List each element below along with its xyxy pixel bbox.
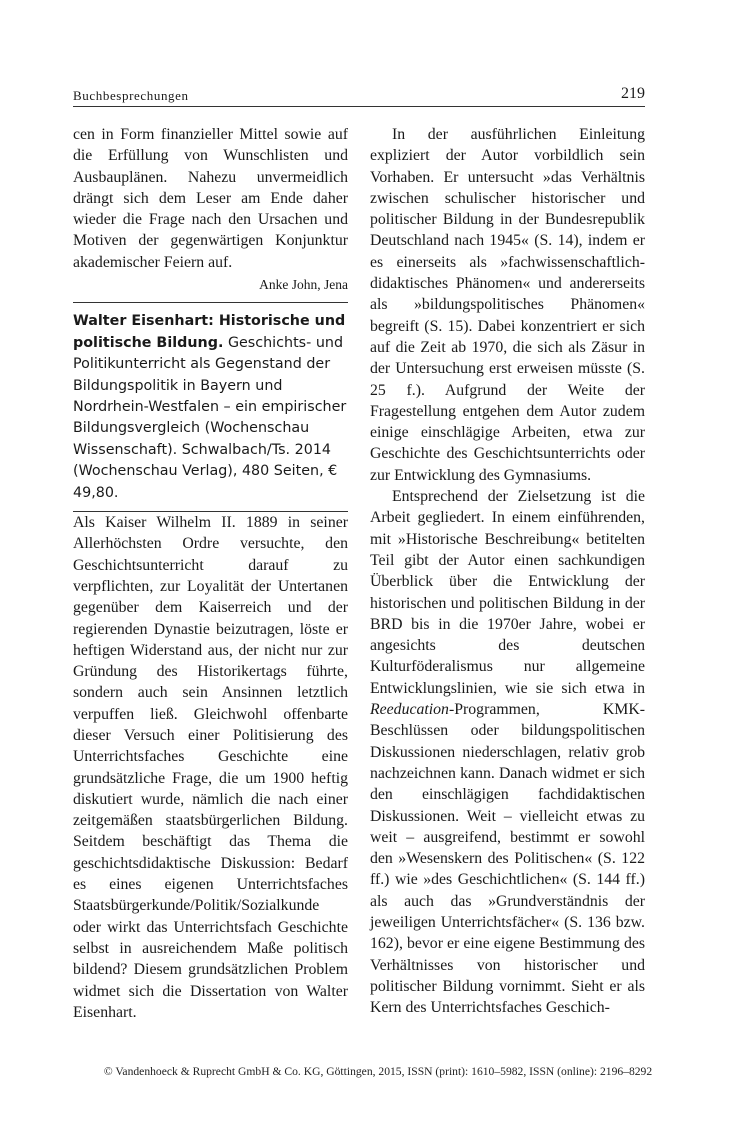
divider-top: [73, 302, 348, 303]
previous-review-ending: cen in Form finanzieller Mittel sowie auf die Erfüllung von Wunschlisten und Ausbauplänen. Nahezu unvermeidlich drängt sich dem Leser am Ende daher wieder die Frage nach den Ursachen und Motiven der gegenwärtigen Konjunktur akademischer Feiern auf.: [73, 126, 348, 271]
right-column: [370, 124, 645, 1018]
review-heading: [73, 311, 348, 504]
page-number: 219: [621, 85, 645, 102]
paragraph-introduction: In der ausführlichen Einleitung expliziert der Autor vorbildlich sein Vorhaben. Er untersucht »das Verhältnis zwischen schulischer historischer und politischer Bildung in der Bundesrepublik Deutschland nach 1945« (S. 14), indem er es einerseits als »fachwissenschaftlich-didaktisches Phänomen« und andererseits als »bildungspolitisches Phänomen« begreift (S. 15). Dabei konzentriert er sich auf die Zeit ab 1970, die sich als Zäsur in der Untersuchung erst erweisen müsste (S. 25 f.). Aufgrund der Weite der Fragestellung entgehen dem Autor zudem einige einschlägige Arbeiten, etwa zur Geschichte des Geschichtsunterrichts oder zur Entwicklung des Gymnasiums.: [370, 126, 645, 484]
paragraph-structure: [370, 486, 645, 1018]
paragraph-structure-rest: -Programmen, KMK-Beschlüssen oder bildungspolitischen Diskussionen niederschlagen, relativ grob nachzeichnen kann. Danach widmet er sich den einschlägigen fachdidaktischen Diskussionen. Weit – vielleicht etwas zu weit – ausgreifend, bestimmt er sowohl den »Wesenskern des Politischen« (S. 122 ff.) wie »des Geschichtlichen« (S. 144 ff.) als auch das »Grundverständnis der jeweiligen Unterrichtsfächer« (S. 136 bzw. 162), bevor er eine eigene Bestimmung des Verhältnisses von historischer und politischer Bildung vornimmt. Sieht er als Kern des Unterrichtsfaches Geschich-: [370, 701, 645, 1017]
review-book-details: Geschichts- und Politikunterricht als Gegenstand der Bildungspolitik in Bayern und Nordrhein-Westfalen – ein empirischer Bildungsvergleich (Wochenschau Wissenschaft). Schwalbach/Ts. 2014 (Wochenschau Verlag), 480 Seiten, € 49,80.: [73, 334, 347, 501]
left-column: [73, 124, 348, 1023]
review-book-title: Walter Eisenhart: Historische und politische Bildung.: [73, 313, 346, 351]
review-paragraph: Als Kaiser Wilhelm II. 1889 in seiner Allerhöchsten Ordre versuchte, den Geschichtsunterricht darauf zu verpflichten, zur Loyalität der Untertanen gegenüber dem Kaiserreich und der regierenden Dynastie beizutragen, löste er heftigen Widerstand aus, der nicht nur zur Gründung des Historikertags führte, sondern auch sein Ansinnen letztlich verpuffen ließ. Gleichwohl offenbarte dieser Versuch einer Politisierung des Unterrichtsfaches Geschichte eine grundsätzliche Frage, die um 1900 heftig diskutiert wurde, nämlich die nach einer zeitgemäßen staatsbürgerlichen Bildung. Seitdem beschäftigt das Thema die geschichtsdidaktische Diskussion: Bedarf es eines eigenen Unterrichtsfaches Staatsbürgerkunde/Politik/Sozialkunde oder wirkt das Unterrichtsfach Geschichte selbst in ausreichendem Maße politisch bildend? Diesem grundsätzlichen Problem widmet sich die Dissertation von Walter Eisenhart.: [73, 514, 348, 1021]
italic-term: Reeducation: [370, 701, 449, 719]
reviewer-signature: Anke John, Jena: [259, 277, 348, 293]
paragraph-structure-start: Entsprechend der Zielsetzung ist die Arbeit gegliedert. In einem einführenden, mit »Historische Beschreibung« betitelten Teil gibt der Autor einen sachkundigen Überblick über die Entwicklung der historischen und politischen Bildung in der BRD bis in die 1970er Jahre, wobei er angesichts des deutschen Kulturföderalismus nur allgemeine Entwicklungslinien, wie sie sich etwa in: [370, 488, 645, 697]
running-head: [73, 86, 645, 107]
section-title: Buchbesprechungen: [73, 88, 189, 103]
copyright-footer: © Vandenhoeck & Ruprecht GmbH & Co. KG, Göttingen, 2015, ISSN (print): 1610–5982, ISSN (online): 2196–8292: [103, 1065, 653, 1078]
